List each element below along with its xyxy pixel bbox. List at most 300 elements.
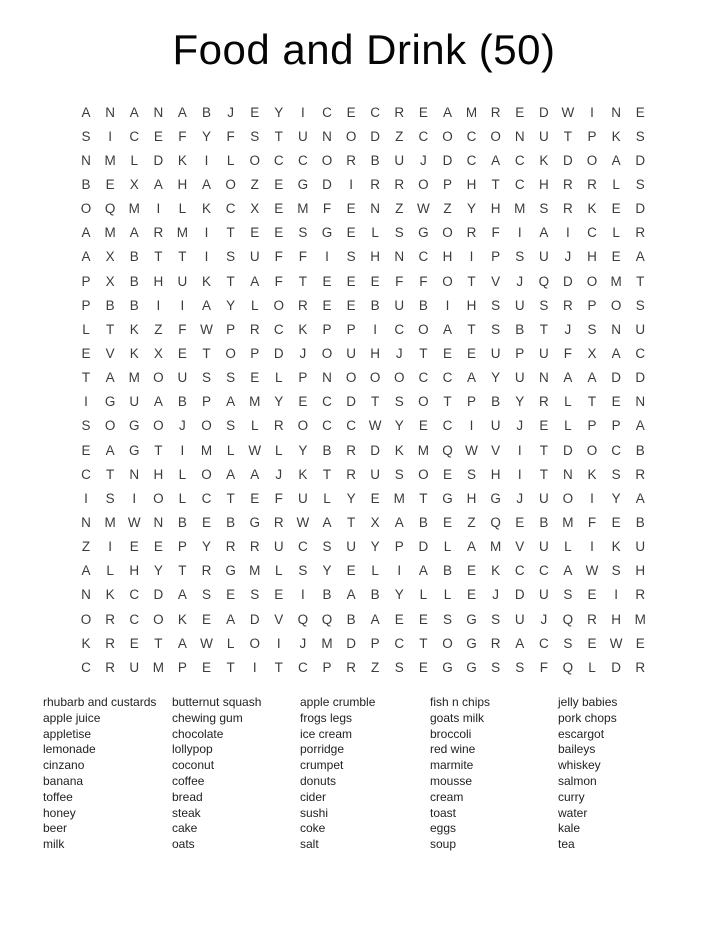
grid-letter: S: [539, 201, 549, 217]
grid-letter: E: [153, 539, 163, 555]
grid-letter: V: [491, 273, 501, 289]
grid-letter: K: [611, 128, 621, 144]
grid-letter: A: [491, 152, 501, 168]
grid-letter: C: [394, 635, 405, 651]
grid-letter: D: [611, 370, 621, 386]
grid-letter: E: [226, 587, 236, 603]
grid-letter: E: [539, 418, 549, 434]
grid-letter: C: [273, 152, 284, 168]
grid-letter: E: [611, 514, 621, 530]
grid-letter: T: [298, 273, 308, 289]
grid-letter: S: [250, 128, 260, 144]
grid-letter: F: [491, 225, 500, 241]
page-title: Food and Drink (50): [172, 26, 556, 73]
grid-letter: F: [395, 273, 404, 289]
grid-letter: I: [590, 539, 594, 555]
word-list-item: tea: [558, 837, 575, 852]
word-list-item: donuts: [300, 773, 337, 788]
grid-letter: E: [467, 345, 477, 361]
word-list-item: broccoli: [430, 726, 472, 741]
grid-letter: B: [491, 394, 501, 410]
grid-letter: O: [321, 345, 333, 361]
grid-letter: A: [370, 611, 380, 627]
grid-letter: E: [105, 176, 115, 192]
grid-letter: Y: [611, 490, 621, 506]
word-list-item: marmite: [430, 758, 474, 773]
grid-letter: J: [516, 273, 524, 289]
grid-letter: I: [108, 128, 113, 144]
grid-letter: O: [418, 466, 429, 482]
grid-letter: O: [490, 128, 501, 144]
grid-letter: L: [612, 176, 620, 192]
grid-letter: B: [635, 442, 645, 458]
word-list-item: lemonade: [43, 742, 96, 757]
word-list-item: porridge: [300, 742, 345, 757]
grid-letter: E: [467, 563, 477, 579]
grid-letter: D: [370, 128, 381, 144]
grid-letter: P: [515, 345, 525, 361]
grid-letter: A: [129, 104, 139, 120]
grid-letter: T: [178, 563, 187, 579]
grid-letter: O: [418, 176, 429, 192]
grid-letter: E: [611, 249, 621, 265]
grid-letter: F: [587, 514, 597, 530]
grid-letter: Y: [370, 539, 380, 555]
grid-letter: E: [250, 104, 260, 120]
grid-letter: U: [177, 370, 188, 386]
word-list-item: rhubarb and custards: [43, 695, 157, 709]
grid-letter: T: [371, 394, 380, 410]
grid-letter: E: [635, 635, 645, 651]
grid-letter: Y: [226, 297, 236, 313]
grid-letter: G: [297, 176, 309, 192]
grid-letter: E: [129, 635, 139, 651]
grid-letter: L: [564, 539, 572, 555]
grid-letter: D: [322, 176, 332, 192]
grid-letter: O: [586, 152, 598, 168]
grid-letter: E: [346, 563, 356, 579]
word-list-item: bread: [172, 789, 203, 804]
grid-letter: W: [200, 321, 213, 337]
grid-letter: H: [490, 466, 501, 482]
grid-letter: N: [153, 514, 164, 530]
grid-letter: C: [442, 418, 453, 434]
word-list-item: kale: [558, 821, 581, 836]
grid-letter: X: [250, 201, 260, 217]
grid-letter: L: [275, 442, 283, 458]
grid-letter: P: [587, 297, 597, 313]
grid-letter: M: [104, 514, 116, 530]
grid-letter: N: [81, 587, 91, 603]
grid-letter: E: [418, 611, 428, 627]
grid-letter: R: [635, 659, 646, 675]
grid-letter: R: [635, 587, 646, 603]
grid-letter: P: [394, 539, 404, 555]
word-list-item: ice cream: [300, 726, 353, 741]
word-list-item: chewing gum: [172, 710, 243, 725]
grid-letter: E: [515, 514, 525, 530]
grid-letter: S: [491, 321, 501, 337]
grid-letter: C: [418, 370, 429, 386]
grid-letter: Q: [104, 201, 116, 217]
grid-letter: D: [346, 394, 356, 410]
grid-letter: E: [370, 273, 380, 289]
grid-letter: Q: [490, 514, 501, 530]
grid-letter: S: [81, 418, 91, 434]
grid-letter: Q: [321, 611, 333, 627]
grid-letter: R: [225, 539, 236, 555]
grid-letter: F: [226, 128, 235, 144]
grid-letter: O: [153, 490, 164, 506]
grid-letter: F: [298, 249, 308, 265]
grid-letter: L: [371, 563, 379, 579]
grid-letter: K: [491, 563, 501, 579]
grid-letter: U: [394, 152, 405, 168]
word-list-item: coke: [300, 821, 326, 836]
grid-letter: P: [611, 418, 621, 434]
grid-letter: E: [515, 104, 525, 120]
grid-letter: B: [129, 297, 139, 313]
grid-letter: E: [298, 394, 308, 410]
grid-letter: S: [202, 587, 212, 603]
word-list-item: toast: [430, 805, 457, 820]
grid-letter: D: [563, 273, 573, 289]
grid-letter: D: [611, 659, 621, 675]
grid-letter: U: [514, 370, 525, 386]
grid-letter: A: [250, 466, 260, 482]
grid-letter: E: [346, 104, 356, 120]
grid-letter: L: [612, 225, 620, 241]
grid-letter: A: [177, 104, 187, 120]
grid-letter: E: [394, 611, 404, 627]
grid-letter: E: [153, 128, 163, 144]
grid-letter: A: [587, 370, 597, 386]
grid-letter: A: [467, 370, 477, 386]
grid-letter: T: [226, 273, 235, 289]
grid-letter: O: [610, 297, 622, 313]
grid-letter: N: [611, 321, 621, 337]
grid-letter: R: [249, 539, 260, 555]
grid-letter: Q: [297, 611, 309, 627]
grid-letter: M: [249, 394, 261, 410]
grid-letter: H: [370, 345, 381, 361]
grid-letter: W: [609, 635, 623, 651]
grid-letter: E: [587, 635, 597, 651]
grid-letter: P: [346, 321, 356, 337]
grid-letter: F: [539, 659, 548, 675]
grid-letter: L: [564, 394, 572, 410]
grid-letter: U: [129, 394, 140, 410]
grid-letter: K: [202, 201, 212, 217]
grid-letter: T: [443, 394, 452, 410]
grid-letter: O: [562, 490, 574, 506]
grid-letter: O: [442, 273, 453, 289]
grid-letter: O: [153, 418, 164, 434]
grid-letter: T: [563, 128, 573, 144]
grid-letter: T: [587, 394, 597, 410]
grid-letter: J: [564, 321, 572, 337]
grid-letter: D: [635, 370, 646, 386]
word-list-item: crumpet: [300, 758, 344, 773]
grid-letter: I: [590, 490, 594, 506]
grid-letter: T: [539, 321, 548, 337]
grid-letter: K: [177, 152, 187, 168]
grid-letter: S: [298, 225, 308, 241]
grid-letter: R: [563, 297, 573, 313]
grid-letter: M: [610, 273, 622, 289]
grid-letter: U: [346, 539, 356, 555]
grid-letter: J: [299, 345, 307, 361]
grid-letter: M: [562, 514, 574, 530]
grid-letter: M: [514, 201, 526, 217]
grid-letter: L: [419, 587, 428, 603]
grid-letter: H: [153, 466, 164, 482]
grid-letter: M: [104, 225, 116, 241]
word-list-item: pork chops: [558, 710, 617, 725]
grid-letter: O: [249, 635, 260, 651]
grid-letter: E: [346, 297, 356, 313]
grid-letter: S: [394, 466, 404, 482]
grid-letter: Z: [467, 514, 476, 530]
grid-letter: A: [346, 587, 356, 603]
grid-letter: A: [105, 442, 115, 458]
grid-letter: N: [370, 201, 381, 217]
word-list-item: apple crumble: [300, 695, 376, 709]
grid-letter: R: [370, 176, 381, 192]
grid-letter: P: [298, 370, 308, 386]
grid-letter: C: [635, 345, 646, 361]
grid-letter: L: [371, 225, 379, 241]
grid-letter: Z: [371, 659, 380, 675]
grid-letter: B: [129, 273, 139, 289]
grid-letter: Y: [202, 539, 212, 555]
grid-letter: N: [81, 514, 91, 530]
grid-letter: B: [370, 297, 380, 313]
grid-letter: L: [275, 563, 283, 579]
word-list-item: sushi: [300, 805, 329, 820]
grid-letter: S: [226, 418, 236, 434]
grid-letter: E: [418, 104, 428, 120]
grid-letter: E: [418, 659, 428, 675]
grid-letter: N: [322, 370, 332, 386]
grid-letter: I: [517, 442, 522, 458]
word-list-item: toffee: [43, 789, 73, 804]
grid-letter: A: [153, 394, 163, 410]
grid-letter: D: [635, 201, 646, 217]
grid-letter: I: [517, 225, 522, 241]
grid-letter: A: [105, 370, 115, 386]
grid-letter: U: [538, 128, 549, 144]
grid-letter: M: [152, 659, 164, 675]
grid-letter: K: [129, 321, 139, 337]
grid-letter: E: [611, 394, 621, 410]
grid-letter: E: [202, 611, 212, 627]
grid-letter: K: [298, 466, 308, 482]
word-list-item: chocolate: [172, 726, 224, 741]
grid-letter: B: [418, 514, 428, 530]
grid-letter: A: [81, 249, 91, 265]
grid-letter: Z: [154, 321, 163, 337]
grid-letter: S: [491, 297, 501, 313]
grid-letter: T: [419, 635, 428, 651]
word-list-item: appletise: [43, 726, 92, 741]
grid-letter: O: [249, 152, 260, 168]
grid-letter: S: [635, 128, 645, 144]
grid-letter: D: [635, 152, 646, 168]
grid-letter: Y: [467, 201, 477, 217]
grid-letter: O: [442, 635, 453, 651]
grid-letter: A: [226, 611, 236, 627]
grid-letter: R: [587, 611, 597, 627]
grid-letter: C: [418, 128, 429, 144]
grid-letter: A: [635, 249, 645, 265]
grid-letter: I: [397, 563, 402, 579]
grid-letter: A: [322, 514, 332, 530]
grid-letter: G: [418, 225, 429, 241]
grid-letter: U: [538, 490, 549, 506]
grid-letter: N: [514, 128, 525, 144]
word-list-item: water: [558, 805, 588, 820]
grid-letter: I: [614, 587, 618, 603]
grid-letter: U: [538, 249, 549, 265]
grid-letter: S: [635, 297, 645, 313]
grid-letter: U: [490, 345, 501, 361]
grid-letter: F: [178, 321, 187, 337]
grid-letter: I: [84, 394, 88, 410]
grid-letter: W: [368, 418, 382, 434]
grid-letter: I: [517, 466, 522, 482]
grid-letter: X: [105, 249, 115, 265]
grid-letter: E: [202, 659, 212, 675]
grid-letter: K: [81, 635, 91, 651]
grid-letter: S: [611, 563, 621, 579]
grid-letter: C: [538, 635, 549, 651]
grid-letter: U: [514, 611, 525, 627]
grid-letter: I: [373, 321, 378, 337]
grid-letter: T: [491, 176, 500, 192]
grid-letter: B: [370, 587, 380, 603]
grid-letter: I: [108, 539, 113, 555]
grid-letter: I: [276, 635, 281, 651]
grid-letter: B: [635, 514, 645, 530]
grid-letter: R: [587, 176, 597, 192]
grid-letter: B: [322, 442, 332, 458]
grid-letter: Y: [394, 418, 404, 434]
grid-letter: M: [297, 201, 309, 217]
grid-letter: G: [466, 635, 477, 651]
grid-letter: C: [514, 563, 525, 579]
grid-letter: B: [442, 563, 452, 579]
grid-letter: Q: [562, 611, 574, 627]
grid-letter: C: [81, 466, 91, 482]
grid-letter: P: [177, 539, 187, 555]
grid-letter: T: [106, 466, 115, 482]
grid-letter: M: [393, 490, 405, 506]
grid-letter: T: [226, 225, 235, 241]
grid-letter: G: [442, 659, 453, 675]
grid-letter: E: [81, 442, 91, 458]
grid-letter: I: [132, 490, 137, 506]
grid-letter: W: [585, 563, 599, 579]
grid-letter: I: [349, 176, 353, 192]
grid-letter: E: [467, 587, 477, 603]
grid-letter: O: [442, 225, 453, 241]
grid-letter: P: [202, 394, 212, 410]
grid-letter: O: [225, 345, 236, 361]
grid-letter: I: [156, 201, 161, 217]
grid-letter: T: [419, 490, 428, 506]
grid-letter: T: [81, 370, 91, 386]
word-list-item: curry: [558, 789, 585, 804]
grid-letter: U: [490, 418, 501, 434]
grid-letter: A: [635, 490, 645, 506]
grid-letter: F: [178, 128, 187, 144]
grid-letter: D: [563, 442, 573, 458]
grid-letter: T: [539, 466, 548, 482]
word-list-item: steak: [172, 805, 201, 820]
grid-letter: P: [442, 176, 452, 192]
grid-letter: P: [370, 635, 380, 651]
grid-letter: I: [469, 249, 474, 265]
grid-letter: Y: [274, 104, 284, 120]
grid-letter: Y: [346, 490, 356, 506]
grid-letter: A: [81, 563, 91, 579]
grid-letter: Y: [322, 563, 332, 579]
grid-letter: W: [416, 201, 430, 217]
grid-letter: U: [514, 297, 525, 313]
word-list-item: coffee: [172, 773, 205, 788]
grid-letter: S: [611, 466, 621, 482]
grid-letter: S: [515, 249, 525, 265]
grid-letter: I: [325, 249, 329, 265]
grid-letter: C: [611, 442, 621, 458]
word-list-item: cream: [430, 789, 464, 804]
grid-letter: A: [177, 587, 187, 603]
grid-letter: U: [538, 587, 549, 603]
grid-letter: T: [274, 128, 283, 144]
grid-letter: O: [297, 418, 309, 434]
grid-letter: C: [514, 176, 525, 192]
word-list-item: mousse: [430, 773, 473, 788]
grid-letter: C: [466, 152, 477, 168]
grid-letter: K: [105, 587, 115, 603]
grid-letter: L: [178, 490, 187, 506]
grid-letter: O: [442, 128, 453, 144]
grid-letter: U: [249, 249, 260, 265]
word-list-item: banana: [43, 773, 84, 788]
grid-letter: C: [346, 418, 356, 434]
word-list-item: honey: [43, 805, 76, 820]
grid-letter: O: [418, 321, 429, 337]
grid-letter: J: [275, 466, 283, 482]
grid-letter: O: [394, 370, 405, 386]
grid-letter: H: [490, 201, 501, 217]
grid-letter: C: [322, 104, 332, 120]
grid-letter: P: [81, 297, 91, 313]
grid-letter: S: [226, 249, 236, 265]
word-list-item: beer: [43, 821, 68, 836]
grid-letter: I: [590, 104, 594, 120]
grid-letter: O: [104, 418, 116, 434]
grid-letter: A: [611, 345, 621, 361]
grid-letter: C: [129, 587, 140, 603]
grid-letter: R: [346, 466, 356, 482]
grid-letter: S: [539, 297, 549, 313]
grid-letter: R: [105, 659, 116, 675]
grid-letter: J: [516, 490, 524, 506]
grid-letter: R: [298, 297, 308, 313]
grid-letter: R: [635, 225, 646, 241]
